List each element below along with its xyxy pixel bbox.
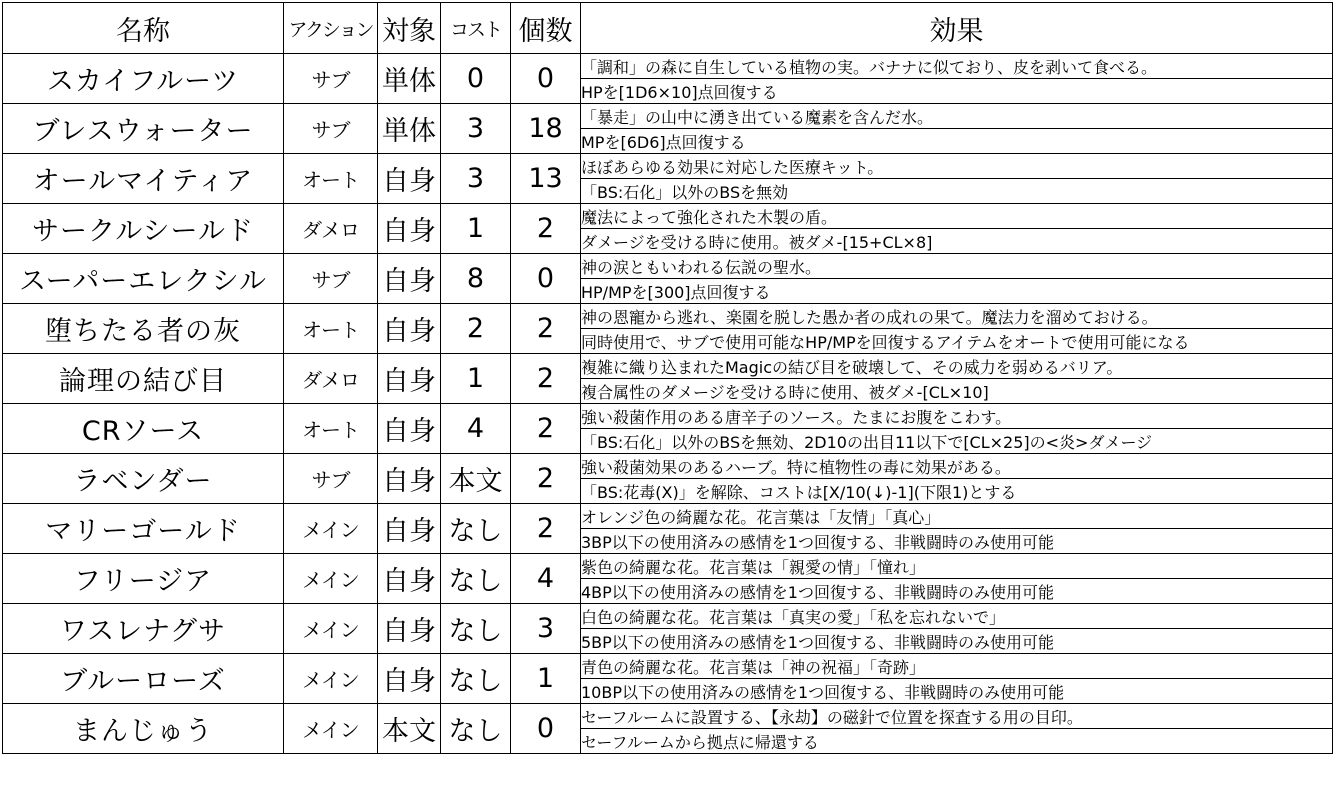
item-effect-rule: 「BS:石化」以外のBSを無効、2D10の出目11以下で[CL×25]の<炎>ダメージ xyxy=(581,429,1333,454)
item-count: 18 xyxy=(511,104,581,154)
item-name: まんじゅう xyxy=(3,704,284,754)
item-action: オート xyxy=(284,154,378,204)
item-effect-rule: MPを[6D6]点回復する xyxy=(581,129,1333,154)
item-name: オールマイティア xyxy=(3,154,284,204)
table-row xyxy=(3,304,1333,329)
item-count: 2 xyxy=(511,504,581,554)
item-effect-description: 白色の綺麗な花。花言葉は「真実の愛」「私を忘れないで」 xyxy=(581,604,1333,629)
item-cost: 2 xyxy=(441,304,511,354)
item-effect-description: ほぼあらゆる効果に対応した医療キット。 xyxy=(581,154,1333,179)
item-cost: 0 xyxy=(441,54,511,104)
item-effect-rule: ダメージを受ける時に使用。被ダメ-[15+CL×8] xyxy=(581,229,1333,254)
item-count: 2 xyxy=(511,404,581,454)
item-target: 自身 xyxy=(378,504,441,554)
item-target: 単体 xyxy=(378,54,441,104)
item-effect-rule: 「BS:花毒(X)」を解除、コストは[X/10(↓)-1](下限1)とする xyxy=(581,479,1333,504)
item-action: ダメロ xyxy=(284,204,378,254)
item-effect-rule: 4BP以下の使用済みの感情を1つ回復する、非戦闘時のみ使用可能 xyxy=(581,579,1333,604)
item-target: 自身 xyxy=(378,304,441,354)
item-cost: 1 xyxy=(441,354,511,404)
item-cost: なし xyxy=(441,654,511,704)
item-effect-description: 青色の綺麗な花。花言葉は「神の祝福」「奇跡」 xyxy=(581,654,1333,679)
item-name: スーパーエレクシル xyxy=(3,254,284,304)
table-row xyxy=(3,354,1333,379)
item-effect-description: 神の恩寵から逃れ、楽園を脱した愚か者の成れの果て。魔法力を溜めておける。 xyxy=(581,304,1333,329)
item-cost: なし xyxy=(441,604,511,654)
table-row xyxy=(3,104,1333,129)
item-action: サブ xyxy=(284,454,378,504)
table-row xyxy=(3,654,1333,679)
item-action: メイン xyxy=(284,704,378,754)
table-row xyxy=(3,704,1333,729)
item-action: メイン xyxy=(284,554,378,604)
item-target: 自身 xyxy=(378,204,441,254)
item-effect-description: 紫色の綺麗な花。花言葉は「親愛の情」「憧れ」 xyxy=(581,554,1333,579)
item-action: メイン xyxy=(284,604,378,654)
item-count: 2 xyxy=(511,354,581,404)
table-row xyxy=(3,454,1333,479)
item-effect-description: 「暴走」の山中に湧き出ている魔素を含んだ水。 xyxy=(581,104,1333,129)
table-row xyxy=(3,554,1333,579)
table-row xyxy=(3,604,1333,629)
item-action: サブ xyxy=(284,54,378,104)
item-effect-rule: 3BP以下の使用済みの感情を1つ回復する、非戦闘時のみ使用可能 xyxy=(581,529,1333,554)
table-row xyxy=(3,54,1333,79)
item-cost: なし xyxy=(441,504,511,554)
item-action: メイン xyxy=(284,654,378,704)
item-count: 3 xyxy=(511,604,581,654)
item-cost: 4 xyxy=(441,404,511,454)
item-cost: 8 xyxy=(441,254,511,304)
item-target: 自身 xyxy=(378,604,441,654)
item-action: オート xyxy=(284,404,378,454)
item-target: 自身 xyxy=(378,254,441,304)
header-name: 名称 xyxy=(3,3,284,54)
item-target: 自身 xyxy=(378,154,441,204)
item-target: 自身 xyxy=(378,404,441,454)
header-effect: 効果 xyxy=(581,3,1333,54)
item-cost: 3 xyxy=(441,104,511,154)
item-effect-description: セーフルームに設置する、【永劫】の磁針で位置を探査する用の目印。 xyxy=(581,704,1333,729)
item-name: CRソース xyxy=(3,404,284,454)
item-name: スカイフルーツ xyxy=(3,54,284,104)
item-name: ブレスウォーター xyxy=(3,104,284,154)
table-row xyxy=(3,404,1333,429)
item-cost: なし xyxy=(441,704,511,754)
item-target: 本文 xyxy=(378,704,441,754)
item-effect-rule: 同時使用で、サブで使用可能なHP/MPを回復するアイテムをオートで使用可能になる xyxy=(581,329,1333,354)
item-name: 論理の結び目 xyxy=(3,354,284,404)
item-effect-rule: HP/MPを[300]点回復する xyxy=(581,279,1333,304)
item-name: ワスレナグサ xyxy=(3,604,284,654)
item-target: 自身 xyxy=(378,354,441,404)
item-name: 堕ちたる者の灰 xyxy=(3,304,284,354)
item-effect-description: オレンジ色の綺麗な花。花言葉は「友情」「真心」 xyxy=(581,504,1333,529)
item-count: 13 xyxy=(511,154,581,204)
table-row xyxy=(3,254,1333,279)
table-row xyxy=(3,204,1333,229)
item-action: サブ xyxy=(284,104,378,154)
item-effect-description: 神の涙ともいわれる伝説の聖水。 xyxy=(581,254,1333,279)
item-effect-description: 複雑に織り込まれたMagicの結び目を破壊して、その威力を弱めるバリア。 xyxy=(581,354,1333,379)
item-name: サークルシールド xyxy=(3,204,284,254)
item-effect-description: 強い殺菌作用のある唐辛子のソース。たまにお腹をこわす。 xyxy=(581,404,1333,429)
header-row xyxy=(3,3,1333,54)
item-effect-description: 強い殺菌効果のあるハーブ。特に植物性の毒に効果がある。 xyxy=(581,454,1333,479)
item-action: サブ xyxy=(284,254,378,304)
header-action: アクション xyxy=(284,3,378,54)
item-cost: 本文 xyxy=(441,454,511,504)
item-table xyxy=(2,2,1333,754)
item-target: 自身 xyxy=(378,554,441,604)
item-target: 自身 xyxy=(378,454,441,504)
item-cost: 1 xyxy=(441,204,511,254)
item-name: フリージア xyxy=(3,554,284,604)
item-action: ダメロ xyxy=(284,354,378,404)
item-count: 0 xyxy=(511,254,581,304)
header-target: 対象 xyxy=(378,3,441,54)
item-name: ラベンダー xyxy=(3,454,284,504)
item-count: 2 xyxy=(511,204,581,254)
item-effect-rule: 5BP以下の使用済みの感情を1つ回復する、非戦闘時のみ使用可能 xyxy=(581,629,1333,654)
item-target: 自身 xyxy=(378,654,441,704)
item-effect-rule: 「BS:石化」以外のBSを無効 xyxy=(581,179,1333,204)
header-cost: コスト xyxy=(441,3,511,54)
item-count: 1 xyxy=(511,654,581,704)
item-effect-description: 「調和」の森に自生している植物の実。バナナに似ており、皮を剥いて食べる。 xyxy=(581,54,1333,79)
item-action: オート xyxy=(284,304,378,354)
table-row xyxy=(3,154,1333,179)
item-count: 0 xyxy=(511,54,581,104)
item-count: 2 xyxy=(511,454,581,504)
table-row xyxy=(3,504,1333,529)
header-count: 個数 xyxy=(511,3,581,54)
item-name: ブルーローズ xyxy=(3,654,284,704)
item-effect-description: 魔法によって強化された木製の盾。 xyxy=(581,204,1333,229)
item-name: マリーゴールド xyxy=(3,504,284,554)
item-cost: なし xyxy=(441,554,511,604)
item-count: 0 xyxy=(511,704,581,754)
item-effect-rule: HPを[1D6×10]点回復する xyxy=(581,79,1333,104)
item-effect-rule: 複合属性のダメージを受ける時に使用、被ダメ-[CL×10] xyxy=(581,379,1333,404)
item-effect-rule: セーフルームから拠点に帰還する xyxy=(581,729,1333,754)
item-count: 4 xyxy=(511,554,581,604)
item-target: 単体 xyxy=(378,104,441,154)
item-action: メイン xyxy=(284,504,378,554)
item-count: 2 xyxy=(511,304,581,354)
item-cost: 3 xyxy=(441,154,511,204)
item-effect-rule: 10BP以下の使用済みの感情を1つ回復する、非戦闘時のみ使用可能 xyxy=(581,679,1333,704)
